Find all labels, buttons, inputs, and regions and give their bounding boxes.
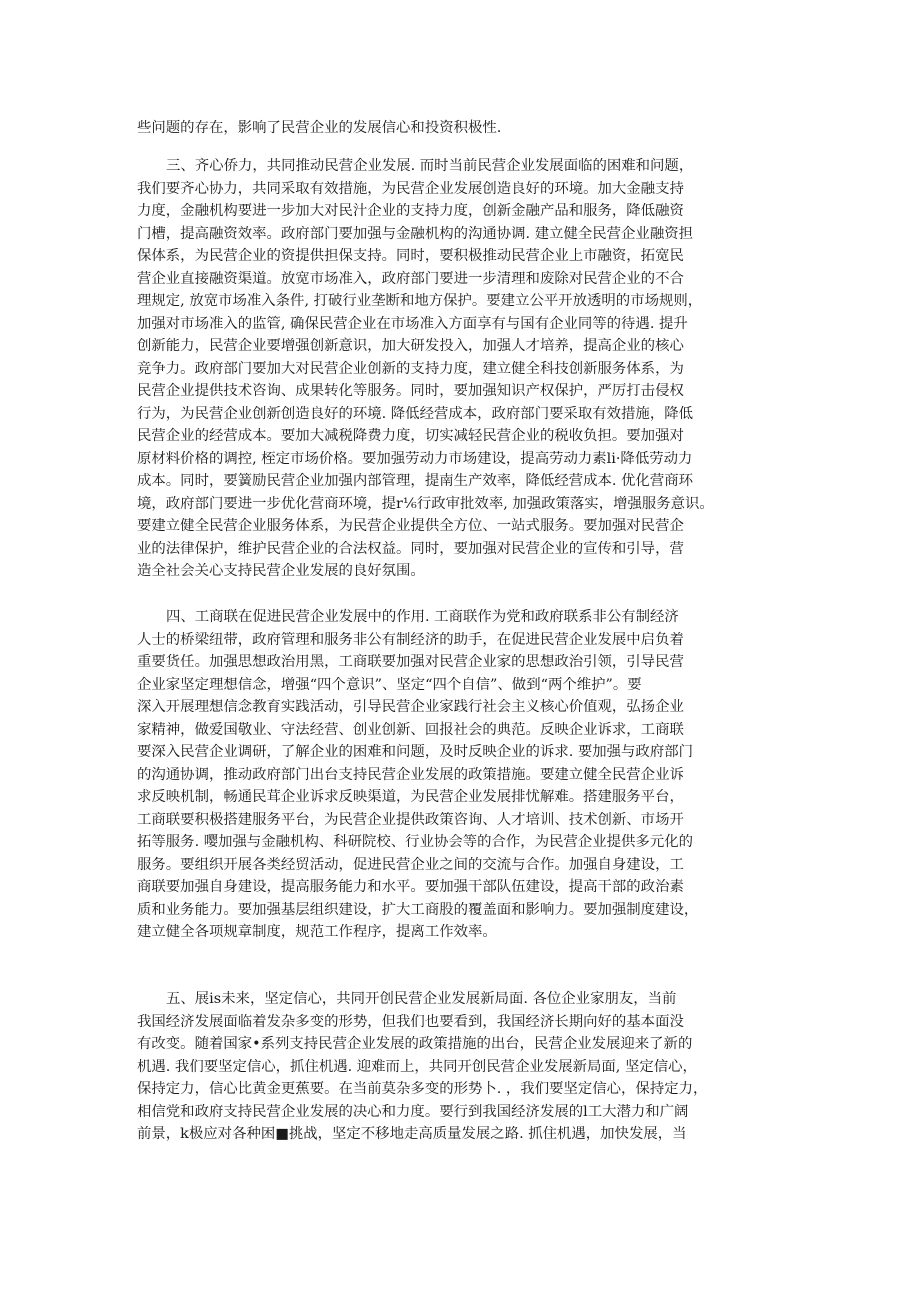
text-line: 理规定, 放宽市场准入条件, 打破行业垄断和地方保护。要建立公平开放透明的市场规则， <box>137 293 703 309</box>
text-line: 要建立健全民营企业服务体系，为民营企业提供全方位、一站式服务。要加强对民营企 <box>137 518 684 534</box>
text-line: 工商联要积极搭建服务平台，为民营企业提供政策咨询、人才培训、技术创新、市场开 <box>137 811 684 828</box>
text-line: 家精神，做爱国敬业、守法经营、创业创新、回报社会的典范。反映企业诉求，工商联 <box>137 721 684 738</box>
paragraph-intro-tail <box>137 117 787 140</box>
text-line: 些问题的存在，影响了民营企业的发展信心和投资积极性. <box>137 120 502 136</box>
text-line: 造全社会关心支持民营企业发展的良好氛围。 <box>137 563 425 579</box>
text-line: 服务。要组织开展各类经贸活动，促进民营企业之间的交流与合作。加强自身建设，工 <box>137 856 684 873</box>
text-line: 民营企业提供技术咨询、成果转化等服务。同时，要加强知识产权保护，严厉打击侵权 <box>137 383 684 399</box>
text-line: 业的法律保护，维护民营企业的合法权益。同时，要加强对民营企业的宣传和引导，营 <box>137 540 684 557</box>
text-line: 竞争力。政府部门要加大对民营企业创新的支持力度，建立健全科技创新服务体系，为 <box>137 360 684 377</box>
text-line: 有改变。随着国家•系列支持民营企业发展的政策措施的出台，民营企业发展迎来了新的 <box>137 1036 693 1052</box>
text-line: 重要货任。加强思想政治用黑，工商联要加强对民营企业家的思想政治引领，引导民营 <box>137 654 684 670</box>
text-line: 深入开展理想信念教育实践活动，引导民营企业家践行社会主义核心价值观，弘扬企业 <box>137 699 684 715</box>
section-heading-line: 三、齐心侨力，共同推动民营企业发展. 而时当前民营企业发展面临的困难和问题， <box>166 158 694 174</box>
section-heading-line: 五、展is未来，坚定信心，共同开创民营企业发展新局面. 各位企业家朋友，当前 <box>166 991 677 1007</box>
text-line: 商联要加强自身建设，提高服务能力和水平。要加强干部队伍建设，提高干部的政治素 <box>137 879 684 895</box>
text-line: 要深入民营企业调研，了解企业的困难和问题，及时反映企业的诉求. 要加强与政府部门 <box>137 744 693 760</box>
text-line: 建立健全各项规章制度，规范工作程序，提离工作效率。 <box>137 924 497 940</box>
section-heading-line: 四、工商联在促进民营企业发展中的作用. 工商联作为党和政府联系非公有制经济 <box>166 609 679 625</box>
text-line: 求反映机制，畅通民茸企业诉求反映渠道，为民营企业发展排忧解难。搭建服务平台， <box>137 789 684 805</box>
text-line: 创新能力，民营企业要增强创新意识，加大研发投入，加强人才培养，提高企业的核心 <box>137 338 684 354</box>
text-line: 人士的桥梁纽带，政府管理和服务非公有制经济的助手，在促进民营企业发展中启负着 <box>137 631 684 648</box>
text-line: 保持定力，信心比黄金更蕉要。在当前莫杂多变的形势卜. ，我们要坚定信心，保持定力， <box>137 1081 708 1097</box>
text-line: 我国经济发展面临着发杂多变的形势，但我们也要看到，我国经济长期向好的基本面没 <box>137 1013 684 1030</box>
paragraph-section-5 <box>137 988 787 1146</box>
text-line: 门槽，提高融资效率。政府部门要加强与金融机构的沟通协调. 建立健全民营企业融资担 <box>137 225 693 242</box>
text-line: 力度，金融机构要进一步加大对民汁企业的支持力度，创新金融产品和服务，降低融资 <box>137 203 684 219</box>
text-line: 行为，为民营企业创新创造良好的环境. 降低经营成本，政府部门要采取有效措施，降低 <box>137 405 693 422</box>
text-line: 相信党和政府支持民营企业发展的决心和力度。要行到我国经济发展的l工大潜力和广阔 <box>137 1103 689 1120</box>
text-line: 企业家坚定理想信念，增强“四个意识”、坚定“四个自信”、做到“两个维护”。要 <box>137 676 642 693</box>
text-line: 加强对市场准入的监管, 确保民营企业在市场准入方面享有与国有企业同等的待遇. 提升 <box>137 315 688 332</box>
text-line: 成本。同时，要簧励民营企业加强内部管理，提南生产效率，降低经营成本. 优化营商环 <box>137 473 693 489</box>
text-line: 民营企业的经营成本。要加大减税降费力度，切实减轻民营企业的税收负担。要加强对 <box>137 428 684 444</box>
text-line: 前景，k极应对各种困■挑战，坚定不移地走高质量发展之路. 抓住机遇，加快发展，当 <box>137 1126 687 1142</box>
text-line: 原材料价格的调控, 桎定市场价格。要加强劳动力市场建设，提高劳动力素li·降低劳动力 <box>137 450 693 467</box>
text-line: 我们要齐心协力，共同采取有效措施，为民营企业发展创造良好的环境。加大金融支持 <box>137 180 684 197</box>
paragraph-section-4 <box>137 606 787 944</box>
text-line: 拓等服务. 嘤加强与金融机构、科研院校、行业协会等的合作，为民营企业提供多元化的 <box>137 834 693 850</box>
text-line: 的沟通协调，推动政府部门出台支持民营企业发展的政策措施。要建立健全民营企业诉 <box>137 766 684 783</box>
text-line: 境，政府部门要进一步优化营商环境，提r⅙行政审批效率, 加强政策落实，增强服务意识。 <box>137 495 714 512</box>
text-line: 机遇. 我们要坚定信心，抓住机遇. 迎难而上，共同开创民营企业发展新局面, 坚定信心， <box>137 1058 697 1075</box>
text-line: 营企业直接融资渠道。放宽市场准入，政府部门要进一步清理和废除对民营企业的不合 <box>137 270 684 287</box>
text-line: 质和业务能力。要加强基层组织建设，扩大工商股的覆盖面和影响力。要加强制度建设， <box>137 901 699 918</box>
text-line: 保体系，为民营企业的资提供担保支持。同时，要积极推动民营企业上市融资，拓宽民 <box>137 248 684 264</box>
paragraph-section-3 <box>137 155 787 583</box>
